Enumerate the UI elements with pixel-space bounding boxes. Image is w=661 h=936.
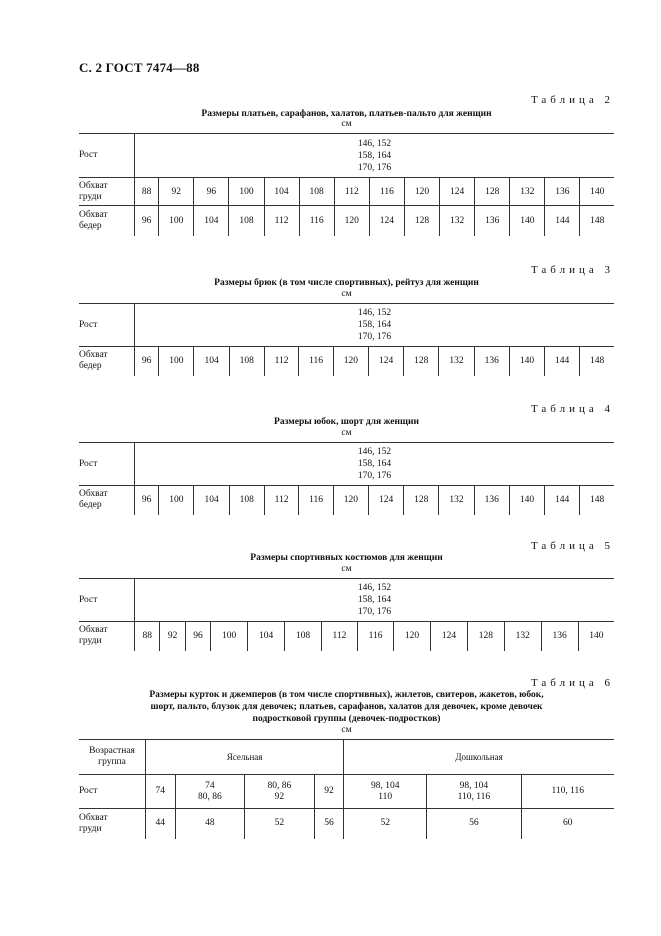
table-row <box>79 809 614 839</box>
height-values: 146, 152 158, 164 170, 176 <box>135 304 615 347</box>
table-row <box>79 206 614 236</box>
table-6-unit: см <box>341 725 352 735</box>
table-cell: 140 <box>578 622 614 651</box>
table-cell: 98, 104 110 <box>344 775 427 809</box>
table-cell: 104 <box>194 347 229 376</box>
table-4-title: Размеры юбок, шорт для женщин <box>274 417 419 427</box>
height-label: Рост <box>79 443 135 486</box>
row-label: Обхват груди <box>79 178 135 206</box>
table-cell: 120 <box>404 178 439 206</box>
table-cell: 124 <box>431 622 468 651</box>
table-cell: 52 <box>245 809 315 839</box>
height-label: Рост <box>79 134 135 178</box>
table-cell: 110, 116 <box>521 775 614 809</box>
table-cell: 136 <box>545 178 580 206</box>
table-cell: 80, 86 92 <box>245 775 315 809</box>
table-cell: 124 <box>440 178 475 206</box>
age-group-label: Возрастная группа <box>79 740 146 775</box>
table-cell: 98, 104 110, 116 <box>427 775 521 809</box>
table-cell: 100 <box>159 486 194 515</box>
table-cell: 92 <box>159 178 194 206</box>
table-cell: 128 <box>404 486 439 515</box>
table-cell: 108 <box>229 347 264 376</box>
table-cell: 112 <box>264 206 299 236</box>
table-cell: 96 <box>135 347 159 376</box>
table-cell: 116 <box>299 486 333 515</box>
table-cell: 140 <box>509 486 544 515</box>
table-2-label: Таблица 2 <box>530 94 614 106</box>
table-row <box>79 347 614 376</box>
table-cell: 136 <box>475 206 510 236</box>
table-3-unit: см <box>341 289 352 299</box>
table-cell: 108 <box>229 486 264 515</box>
table-cell: 148 <box>580 347 614 376</box>
table-cell: 132 <box>439 347 474 376</box>
table-cell: 112 <box>321 622 357 651</box>
table-cell: 132 <box>510 178 545 206</box>
table-cell: 116 <box>369 178 404 206</box>
table-cell: 116 <box>358 622 394 651</box>
table-cell: 148 <box>580 206 614 236</box>
table-cell: 104 <box>194 206 229 236</box>
table-row <box>79 486 614 515</box>
table-cell: 128 <box>475 178 510 206</box>
table-cell: 128 <box>404 347 439 376</box>
group-nursery: Ясельная <box>146 740 344 775</box>
group-preschool: Дошкольная <box>344 740 614 775</box>
table-row <box>79 775 614 809</box>
table-5-unit: см <box>341 564 352 574</box>
table-cell: 128 <box>404 206 439 236</box>
table-cell: 92 <box>160 622 185 651</box>
table-cell: 144 <box>545 486 580 515</box>
table-cell: 96 <box>135 486 159 515</box>
table-cell: 136 <box>474 347 509 376</box>
height-label: Рост <box>79 579 135 622</box>
age-group-row <box>79 740 614 775</box>
row-label: Обхват бедер <box>79 486 135 515</box>
table-cell: 124 <box>368 486 403 515</box>
table-cell: 100 <box>229 178 264 206</box>
table-cell: 52 <box>344 809 427 839</box>
table-2-unit: см <box>341 119 352 129</box>
table-cell: 48 <box>175 809 245 839</box>
table-3-title: Размеры брюк (в том числе спортивных), рейтуз для женщин <box>214 278 479 288</box>
table-cell: 100 <box>159 206 194 236</box>
table-row <box>79 178 614 206</box>
table-cell: 104 <box>194 486 229 515</box>
row-label: Обхват бедер <box>79 347 135 376</box>
table-3 <box>79 303 614 376</box>
table-cell: 104 <box>264 178 299 206</box>
table-cell: 120 <box>334 206 369 236</box>
table-cell: 120 <box>394 622 431 651</box>
table-6 <box>79 739 614 839</box>
table-cell: 112 <box>334 178 369 206</box>
table-cell: 136 <box>474 486 509 515</box>
table-cell: 88 <box>135 622 160 651</box>
table-cell: 140 <box>510 206 545 236</box>
height-values: 146, 152 158, 164 170, 176 <box>135 134 615 178</box>
table-cell: 140 <box>509 347 544 376</box>
table-cell: 88 <box>135 178 159 206</box>
table-cell: 96 <box>194 178 229 206</box>
table-cell: 120 <box>333 347 368 376</box>
table-cell: 116 <box>299 206 334 236</box>
table-cell: 104 <box>248 622 285 651</box>
table-cell: 56 <box>427 809 521 839</box>
table-cell: 108 <box>299 178 334 206</box>
page-header: С. 2 ГОСТ 7474—88 <box>79 60 200 75</box>
table-6-label: Таблица 6 <box>530 677 614 689</box>
table-cell: 124 <box>369 206 404 236</box>
table-cell: 132 <box>440 206 475 236</box>
table-cell: 44 <box>146 809 176 839</box>
table-cell: 100 <box>159 347 194 376</box>
table-5-label: Таблица 5 <box>530 540 614 552</box>
table-cell: 132 <box>504 622 541 651</box>
table-cell: 92 <box>314 775 344 809</box>
row-label: Обхват груди <box>79 809 146 839</box>
table-cell: 120 <box>333 486 368 515</box>
table-cell: 132 <box>439 486 474 515</box>
row-label: Обхват бедер <box>79 206 135 236</box>
table-cell: 100 <box>211 622 248 651</box>
table-2-title: Размеры платьев, сарафанов, халатов, платьев-пальто для женщин <box>201 109 492 119</box>
table-3-label: Таблица 3 <box>530 264 614 276</box>
table-cell: 116 <box>299 347 333 376</box>
table-cell: 96 <box>185 622 210 651</box>
table-cell: 148 <box>580 486 614 515</box>
table-cell: 96 <box>135 206 159 236</box>
table-5 <box>79 578 614 651</box>
table-cell: 112 <box>264 486 298 515</box>
table-row <box>79 622 614 651</box>
table-4 <box>79 442 614 515</box>
height-values: 146, 152 158, 164 170, 176 <box>135 443 615 486</box>
table-4-label: Таблица 4 <box>530 403 614 415</box>
height-label: Рост <box>79 304 135 347</box>
table-2 <box>79 133 614 236</box>
table-cell: 56 <box>314 809 344 839</box>
table-cell: 74 <box>146 775 176 809</box>
table-cell: 112 <box>264 347 298 376</box>
height-label: Рост <box>79 775 146 809</box>
table-cell: 144 <box>545 347 580 376</box>
table-4-unit: см <box>341 428 352 438</box>
table-cell: 60 <box>521 809 614 839</box>
table-cell: 108 <box>229 206 264 236</box>
height-values: 146, 152 158, 164 170, 176 <box>135 579 615 622</box>
table-cell: 128 <box>467 622 504 651</box>
table-cell: 140 <box>580 178 614 206</box>
table-5-title: Размеры спортивных костюмов для женщин <box>250 553 443 563</box>
table-cell: 108 <box>285 622 322 651</box>
table-cell: 136 <box>541 622 578 651</box>
row-label: Обхват груди <box>79 622 135 651</box>
table-cell: 144 <box>545 206 580 236</box>
table-cell: 124 <box>368 347 403 376</box>
table-6-title: Размеры курток и джемперов (в том числе спортивных), жилетов, свитеров, жакетов, юбок, шорт, пальто, блузок для девочек; платьев, сарафанов, халатов для девочек, кроме девочек подростковой группы (девочек-подростков) <box>149 690 544 724</box>
table-cell: 74 80, 86 <box>175 775 245 809</box>
